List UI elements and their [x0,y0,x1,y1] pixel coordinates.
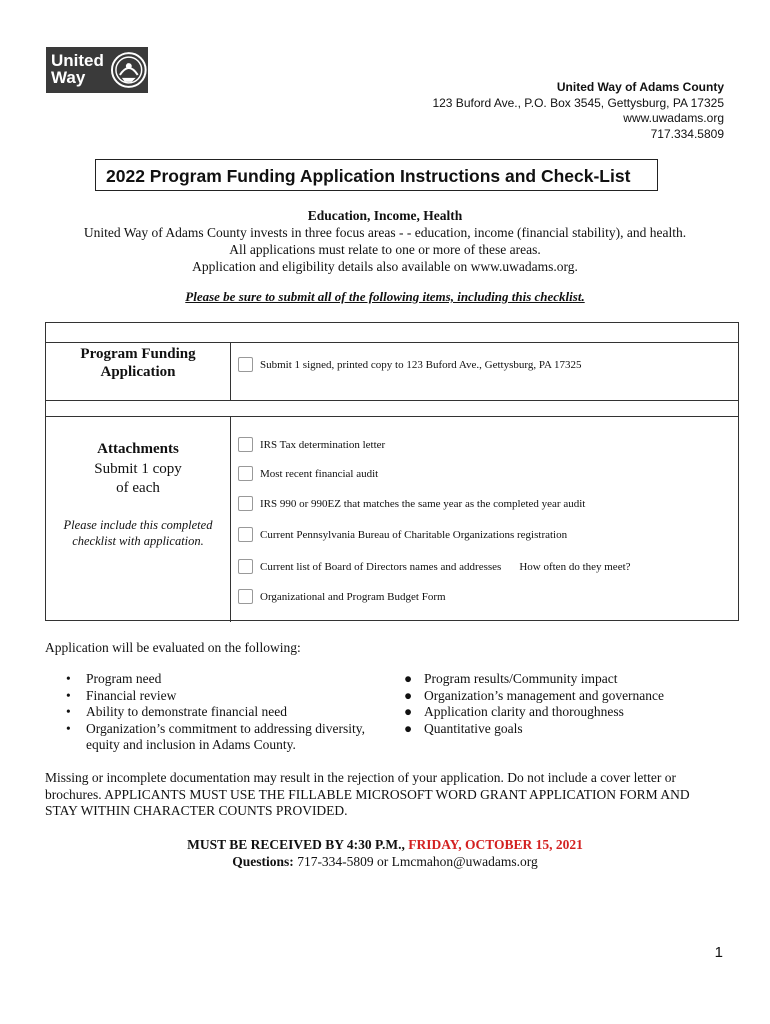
attachments-note: Please include this completed checklist with application. [63,518,213,548]
bullet-icon: ● [404,720,413,736]
list-item-label: Program results/Community impact [424,671,618,686]
logo-text-line2: Way [51,68,86,87]
table-divider [46,416,738,417]
deadline-block [40,836,730,870]
list-item-label: Organization’s management and governance [424,687,665,703]
list-item [62,721,387,754]
submission-notice: Please be sure to submit all of the following items, including this checklist. [185,289,585,304]
intro-line3: Application and eligibility details also available on www.uwadams.org. [192,259,578,274]
checklist-item[interactable] [238,496,585,511]
checklist-item-label: Current Pennsylvania Bureau of Charitable Organizations registration [260,528,568,541]
intro-line2: All applications must relate to one or more of these areas. [229,242,541,257]
org-address: 123 Buford Ave., P.O. Box 3545, Gettysburg, PA 17325 [432,95,724,110]
evaluation-list-right [400,671,720,737]
program-funding-title: Program Funding Application [80,346,196,380]
checklist-item[interactable] [238,589,446,604]
page-number: 1 [714,944,723,961]
attachments-subtitle-2: of each [116,480,160,496]
attachments-title: Attachments [97,441,179,457]
intro-line1: United Way of Adams County invests in three focus areas - - education, income (financial stability), and health. [83,225,687,240]
intro-block [40,207,730,275]
bullet-icon: • [66,671,71,686]
questions-contact: 717-334-5809 or Lmcmahon@uwadams.org [297,854,538,869]
table-column-divider [230,416,231,622]
missing-docs-warning: Missing or incomplete documentation may result in the rejection of your application. Do not include a cover letter or brochures. APPLICANTS MUST USE THE FILLABLE MICROSOFT WORD GRANT APPLICATION FORM AND STAY WITHIN CHARACTER COUNTS PROVIDED. [45,770,690,818]
list-item-label: Financial review [86,687,177,703]
checklist-item[interactable] [238,559,631,574]
attachments-title-block [46,440,230,499]
list-item [62,688,387,705]
table-divider [46,342,738,343]
questions-label: Questions: [232,854,294,869]
document-title: 2022 Program Funding Application Instructions and Check-List [95,159,658,191]
checkbox[interactable] [238,589,253,604]
list-item-label: Program need [86,671,162,686]
checklist-item-label: Most recent financial audit [260,467,379,480]
united-way-logo [46,47,148,93]
list-item-label: Application clarity and thoroughness [424,704,624,719]
checkbox[interactable] [238,527,253,542]
table-divider [46,400,738,401]
checklist-item[interactable] [238,466,378,481]
list-item [400,671,720,688]
checklist-item-label: IRS Tax determination letter [260,438,386,451]
checkbox[interactable] [238,357,253,372]
evaluation-intro: Application will be evaluated on the following: [45,640,301,655]
org-name: United Way of Adams County [556,80,724,94]
checklist-item[interactable] [238,437,385,452]
checklist-item-label: IRS 990 or 990EZ that matches the same year as the completed year audit [260,497,586,510]
bullet-icon: ● [404,687,413,703]
bullet-icon: • [66,687,71,703]
bullet-icon: ● [404,671,413,686]
list-item-label: Ability to demonstrate financial need [86,704,287,719]
list-item-label: Quantitative goals [424,720,523,736]
evaluation-list-left [62,671,387,754]
list-item [62,671,387,688]
checkbox[interactable] [238,559,253,574]
hand-rainbow-icon [110,51,148,89]
deadline-date: FRIDAY, OCTOBER 15, 2021 [408,837,583,852]
bullet-icon: • [66,720,71,736]
board-meeting-question: How often do they meet? [519,560,631,573]
checklist-item-label: Current list of Board of Directors names and addresses [260,560,502,573]
checkbox[interactable] [238,466,253,481]
org-address-block [432,80,724,142]
checklist-item[interactable] [238,357,582,372]
list-item [400,688,720,705]
list-item [400,721,720,738]
checkbox[interactable] [238,496,253,511]
org-website: www.uwadams.org [623,111,724,125]
logo-text-line1: United [51,51,104,70]
deadline-label: MUST BE RECEIVED BY 4:30 P.M., [187,837,405,852]
bullet-icon: ● [404,704,413,719]
checkbox[interactable] [238,437,253,452]
intro-heading: Education, Income, Health [307,208,463,223]
checklist-table [45,322,739,621]
bullet-icon: • [66,704,71,719]
checklist-item[interactable] [238,527,567,542]
list-item [400,704,720,721]
list-item [62,704,387,721]
org-phone: 717.334.5809 [650,126,724,141]
attachments-subtitle-1: Submit 1 copy [94,460,182,477]
checklist-item-label: Organizational and Program Budget Form [260,590,446,603]
checklist-item-label: Submit 1 signed, printed copy to 123 Buford Ave., Gettysburg, PA 17325 [260,358,582,371]
table-column-divider [230,342,231,400]
list-item-label: Organization’s commitment to addressing diversity, equity and inclusion in Adams County. [86,720,365,752]
